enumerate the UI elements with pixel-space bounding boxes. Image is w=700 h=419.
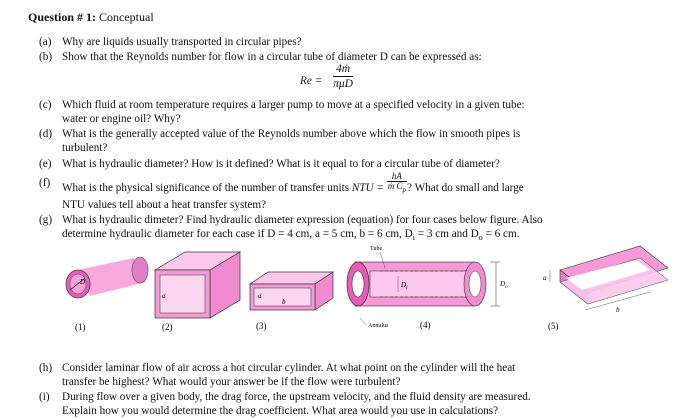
item-i-label: (i) [39, 391, 50, 403]
item-i-line1: During flow over a given body, the drag force, the upstream velocity, and the fluid density are measured. [62, 391, 531, 403]
fig4-di-sub: i [406, 286, 408, 291]
question-topic: Conceptual [99, 10, 154, 24]
ntu-den-main: ṁ C [387, 181, 403, 191]
item-g-line2-a: determine hydraulic diameter for each case if D = 4 cm, a = 5 cm, b = 6 cm, D [62, 228, 413, 240]
fig4-do-main: D [500, 280, 506, 288]
item-b-label: (b) [39, 51, 53, 63]
item-g-line1: What is hydraulic dimeter? Find hydraulic diameter expression (equation) for four cases below figure. Also [62, 214, 543, 226]
ntu-symbol: NTU = [351, 181, 384, 194]
fig-number-2: (2) [162, 322, 173, 332]
item-g-line2-b: = 3 cm and D [414, 228, 479, 240]
reynolds-fraction [333, 63, 353, 90]
item-c-line1: Which fluid at room temperature requires a larger pump to move at a specified velocity in a given tube: [62, 99, 525, 111]
item-h-line2: transfer be highest? What would your answer be if the flow were turbulent? [62, 376, 401, 388]
hydraulic-diameter-figure [0, 240, 700, 340]
item-b-text: Show that the Reynolds number for flow in a circular tube of diameter D can be expressed as: [62, 51, 482, 63]
item-f-line2: NTU values tell about a heat transfer system? [62, 199, 267, 211]
figure-2-square-duct [155, 252, 240, 318]
item-c-label: (c) [39, 99, 52, 111]
item-e-text: What is hydraulic diameter? How is it defined? What is it equal to for a circular tube of diameter? [62, 158, 500, 170]
fig4-annulus-label: Annulus [368, 323, 389, 329]
item-f-label: (f) [39, 177, 51, 189]
item-h-line1: Consider laminar flow of air across a hot circular cylinder. At what point on the cylinder will the heat [62, 362, 516, 374]
fig-number-3: (3) [256, 321, 267, 331]
figure-5-flat-channel [543, 246, 668, 314]
fig-number-4: (4) [420, 320, 431, 330]
item-f-pre: What is the physical significance of the number of transfer units [62, 181, 350, 194]
item-d-line1: What is the generally accepted value of the Reynolds number above which the flow in smooth pipes is [62, 128, 521, 140]
ntu-fraction [387, 172, 407, 195]
fig2-a-label: a [162, 292, 166, 300]
item-g-sub-i: i [412, 233, 415, 243]
fig-number-5: (5) [548, 321, 559, 331]
item-d-line2: turbulent? [62, 142, 108, 154]
ntu-numerator: hA [387, 172, 407, 182]
question-number: Question # 1: [28, 10, 97, 24]
reynolds-lhs: Re = [300, 75, 323, 87]
item-h-label: (h) [39, 362, 53, 374]
fig-number-1: (1) [75, 322, 86, 332]
question-title [28, 11, 154, 24]
fig4-do-sub: o [505, 285, 508, 290]
ntu-den-sub: p [402, 185, 407, 194]
item-g-label: (g) [39, 214, 53, 226]
figure-4-annulus [347, 246, 508, 329]
item-g-line2-c: = 6 cm. [482, 228, 520, 240]
item-d-label: (d) [39, 128, 53, 140]
fig1-d-label: D [80, 278, 86, 286]
fig4-tube-label: Tube [370, 246, 383, 252]
item-a-label: (a) [39, 36, 52, 48]
fig4-di-main: D [401, 281, 407, 289]
item-g-sub-o: o [478, 233, 483, 243]
item-f-post: ? What do small and large [407, 181, 524, 194]
item-c-line2: water or engine oil? Why? [62, 113, 181, 125]
fig4-do-label [499, 280, 508, 290]
item-i-line2: Explain how you would determine the drag coefficient. What area would you use in calculations? [62, 405, 499, 417]
item-a-text: Why are liquids usually transported in circular pipes? [62, 36, 302, 48]
ntu-denominator [387, 182, 407, 195]
fig3-a-label: a [258, 292, 262, 300]
item-e-label: (e) [39, 158, 52, 170]
reynolds-denominator: πμD [333, 78, 353, 90]
fig5-b-label: b [616, 306, 620, 314]
fig3-b-label: b [282, 298, 286, 306]
fig5-a-label: a [543, 274, 547, 282]
figure-3-rectangular-duct [250, 272, 333, 310]
item-f-line1 [62, 172, 524, 195]
figure-1-circular-tube [66, 257, 148, 298]
reynolds-numerator: 4ṁ [333, 63, 353, 77]
